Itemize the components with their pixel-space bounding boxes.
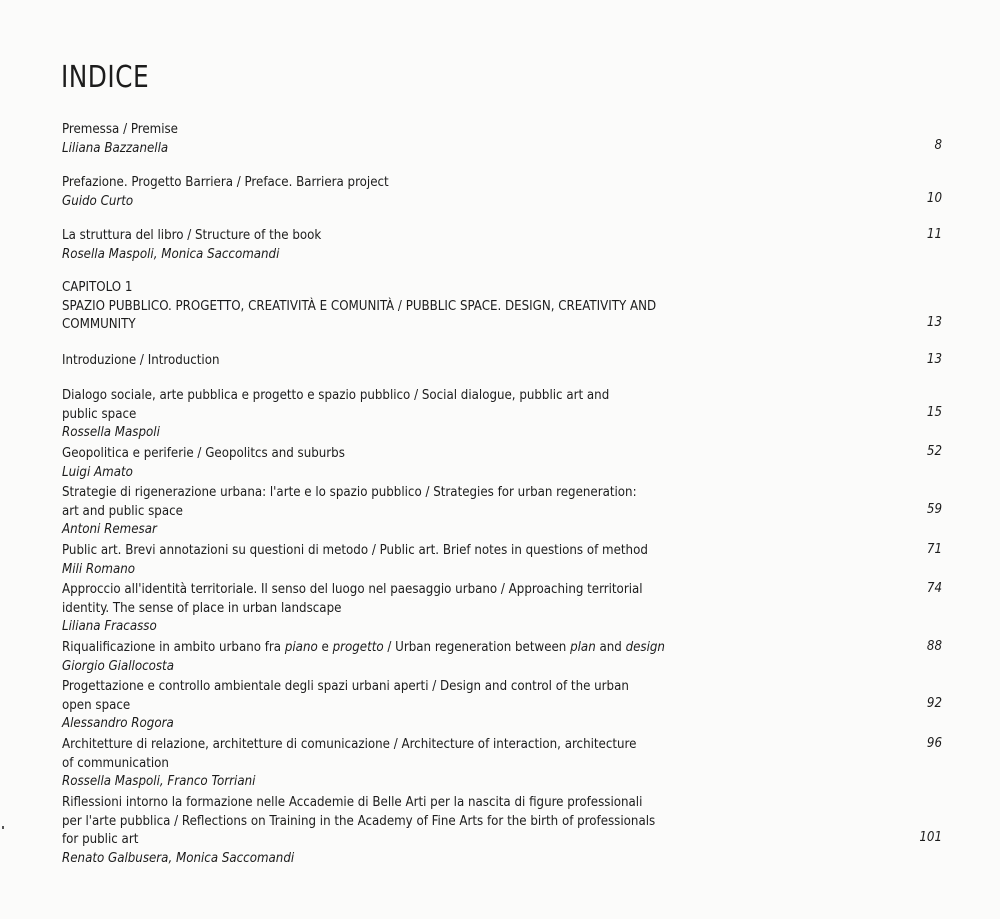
page-number: 8	[934, 138, 942, 153]
toc-entry-prefazione[interactable]	[62, 174, 942, 211]
toc-entry-approccio[interactable]	[62, 581, 942, 637]
entry-author: Guido Curto	[62, 193, 134, 209]
entry-title-line: Architetture di relazione, architetture di comunicazione / Architecture of interaction, architecture	[62, 737, 637, 752]
entry-title-line: Premessa / Premise	[62, 122, 178, 137]
toc-entry-premessa[interactable]	[62, 121, 942, 158]
toc-entry-dialogo-sociale[interactable]	[62, 387, 942, 443]
entry-title-line: Dialogo sociale, arte pubblica e progetto e spazio pubblico / Social dialogue, pubblic art and	[62, 388, 610, 403]
title-emphasis: piano	[284, 640, 318, 655]
page-number: 10	[926, 191, 942, 206]
entry-author: Rosella Maspoli, Monica Saccomandi	[62, 246, 280, 262]
chapter-label: CAPITOLO 1	[62, 280, 133, 295]
toc-entry-architetture[interactable]	[62, 736, 942, 792]
entry-author: Alessandro Rogora	[62, 716, 174, 731]
title-text: / Urban regeneration between	[383, 640, 571, 655]
title-emphasis: progetto	[332, 640, 384, 655]
page-title: INDICE	[61, 60, 150, 95]
entry-title-line: Approccio all'identità territoriale. Il senso del luogo nel paesaggio urbano / Approaching territorial	[62, 582, 643, 597]
title-emphasis: plan	[570, 640, 596, 655]
toc-entry-struttura[interactable]	[62, 227, 942, 264]
page-number: 52	[926, 444, 942, 459]
entry-author: Antoni Remesar	[62, 522, 157, 537]
toc-entry-public-art[interactable]	[62, 542, 942, 579]
entry-author: Giorgio Giallocosta	[62, 658, 174, 674]
entry-author: Rossella Maspoli, Franco Torriani	[62, 774, 256, 789]
entry-title-line: Prefazione. Progetto Barriera / Preface. Barriera project	[62, 175, 389, 190]
entry-author: Mili Romano	[62, 561, 136, 577]
entry-author: Liliana Fracasso	[62, 619, 157, 634]
page-number: 11	[926, 227, 942, 242]
page-number: 15	[926, 405, 942, 420]
toc-entry-riflessioni[interactable]	[62, 794, 942, 868]
page-number: 88	[926, 639, 942, 654]
entry-title-line: for public art	[62, 832, 139, 847]
entry-author: Renato Galbusera, Monica Saccomandi	[62, 850, 295, 866]
toc-entry-riqualificazione[interactable]	[62, 639, 942, 676]
page-number: 101	[919, 830, 942, 845]
scan-mark	[2, 826, 4, 829]
entry-author: Liliana Bazzanella	[62, 140, 169, 156]
toc-entry-strategie[interactable]	[62, 484, 942, 540]
toc-entry-progettazione[interactable]	[62, 678, 942, 734]
page-number: 96	[926, 736, 942, 751]
entry-title-line: Progettazione e controllo ambientale degli spazi urbani aperti / Design and control of the urban	[62, 679, 629, 694]
toc-entry-capitolo-1[interactable]	[62, 279, 942, 335]
entry-title-line: Public art. Brevi annotazioni su questioni di metodo / Public art. Brief notes in questions of method	[62, 543, 648, 558]
entry-title-line: public space	[62, 406, 137, 422]
page-number: 71	[926, 542, 942, 557]
entry-title-line	[62, 639, 942, 658]
toc-entry-geopolitica[interactable]	[62, 445, 942, 482]
entry-title-line: open space	[62, 697, 131, 713]
entry-title-line: Geopolitica e periferie / Geopolitcs and suburbs	[62, 446, 345, 461]
entry-author: Rossella Maspoli	[62, 425, 160, 440]
entry-title-line: per l'arte pubblica / Reflections on Training in the Academy of Fine Arts for the birth of professionals	[62, 813, 656, 829]
title-text: and	[595, 640, 626, 655]
toc-entry-introduzione[interactable]	[62, 352, 942, 371]
entry-title-line: Strategie di rigenerazione urbana: l'arte e lo spazio pubblico / Strategies for urban regeneration:	[62, 485, 637, 500]
entry-author: Luigi Amato	[62, 464, 133, 480]
page-number: 59	[926, 502, 942, 517]
page-number: 13	[926, 352, 942, 367]
page-number: 92	[926, 696, 942, 711]
entry-title-line: identity. The sense of place in urban landscape	[62, 600, 342, 616]
entry-title-line: of communication	[62, 755, 169, 771]
entry-title-line: Introduzione / Introduction	[62, 353, 220, 368]
entry-title-line: Riflessioni intorno la formazione nelle Accademie di Belle Arti per la nascita di figure professionali	[62, 795, 643, 810]
page-number: 74	[926, 581, 942, 596]
entry-title-line: art and public space	[62, 503, 183, 519]
entry-title-line: La struttura del libro / Structure of the book	[62, 228, 322, 243]
page-number: 13	[926, 315, 942, 330]
chapter-title-line: SPAZIO PUBBLICO. PROGETTO, CREATIVITÀ E COMUNITÀ / PUBBLIC SPACE. DESIGN, CREATIVITY AND	[62, 298, 657, 314]
title-text: e	[317, 640, 333, 655]
chapter-title-line: COMMUNITY	[62, 317, 136, 332]
title-text: Riqualificazione in ambito urbano fra	[62, 640, 285, 655]
title-emphasis: design	[625, 640, 665, 655]
